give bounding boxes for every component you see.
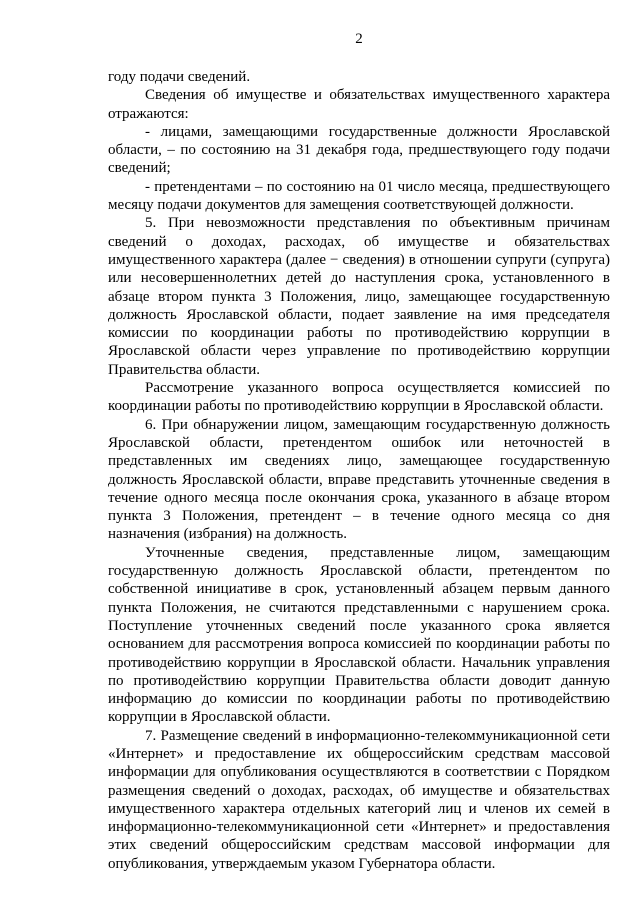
paragraph-clause-6-corrected: Уточненные сведения, представленные лицом, замещающим государственную должность Ярославской области, претендентом по собственной инициативе в срок, установленный абзацем первым данного пункта Положения, не считаются представленными с нарушением срока. Поступление уточненных сведений после указанного срока является основанием для рассмотрения вопроса комиссией по координации работы по противодействию коррупции в Ярославской области. Начальник управления по противодействию коррупции Правительства области доводит данную информацию до комиссии по координации работы по противодействию коррупции в Ярославской области.	[108, 544, 610, 726]
paragraph-continuation: году подачи сведений.	[108, 69, 251, 85]
paragraph-applicants-item: - претендентами – по состоянию на 01 число месяца, предшествующего месяцу подачи документов для замещения соответствующей должности.	[108, 178, 610, 214]
paragraph-clause-5: 5. При невозможности представления по объективным причинам сведений о доходах, расходах, об имуществе и обязательствах имущественного характера (далее − сведения) в отношении супруги (супруга) или несовершеннолетних детей до наступления срока, установленного в абзаце втором пункта 3 Положения, лицо, замещающее государственную должность Ярославской области, подает заявление на имя председателя комиссии по координации работы по противодействию коррупции в Ярославской области через управление по противодействию коррупции Правительства области.	[108, 215, 610, 378]
paragraph-clause-6: 6. При обнаружении лицом, замещающим государственную должность Ярославской области, претендентом ошибок или неточностей в представленных им сведениях лицо, замещающее государственную должность Ярославской области, вправе представить уточненные сведения в течение одного месяца после окончания срока, указанного в абзаце втором пункта 3 Положения, претендент – в течение одного месяца со дня назначения (избрания) на должность.	[108, 416, 610, 543]
paragraph-clause-5-review: Рассмотрение указанного вопроса осуществляется комиссией по координации работы по противодействию коррупции в Ярославской области.	[108, 380, 610, 415]
document-page	[108, 30, 610, 873]
paragraph-property-info: Сведения об имуществе и обязательствах имущественного характера отражаются:	[108, 87, 610, 122]
paragraph-clause-7: 7. Размещение сведений в информационно-телекоммуникационной сети «Интернет» и предоставление их общероссийским средствам массовой информации для опубликования осуществляются в соответствии с Порядком размещения сведений о доходах, расходах, об имуществе и обязательствах имущественного характера отдельных категорий лиц и членов их семей в информационно-телекоммуникационной сети «Интернет» и предоставления этих сведений общероссийским средствам массовой информации для опубликования, утверждаемым указом Губернатора области.	[108, 727, 610, 872]
page-number: 2	[355, 31, 363, 47]
paragraph-officials-item: - лицами, замещающими государственные должности Ярославской области, – по состоянию на 31 декабря года, предшествующего году подачи сведений;	[108, 123, 610, 177]
